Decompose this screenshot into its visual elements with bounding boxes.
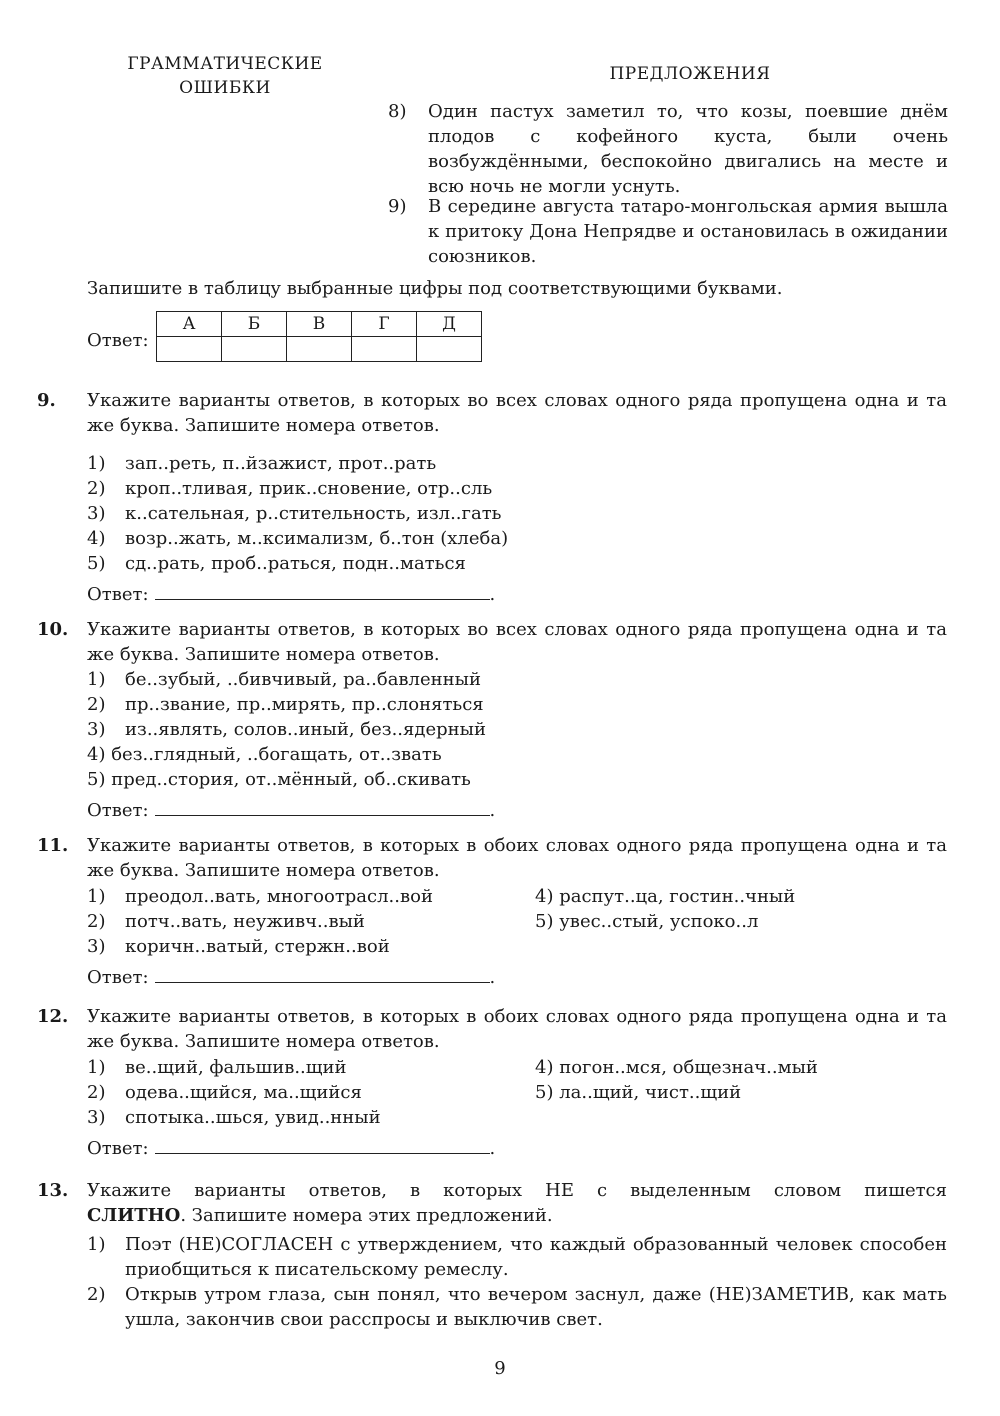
- option-text: ла..щий, чист..щий: [559, 1082, 742, 1103]
- task-12-option-1: [87, 1055, 347, 1080]
- option-text: увес..стый, успоко..л: [559, 911, 759, 932]
- header-sentences: ПРЕДЛОЖЕНИЯ: [609, 64, 771, 84]
- task-9-text: Укажите варианты ответов, в которых во всех словах одного ряда пропущена одна и та же буква. Запишите номера ответов.: [87, 390, 947, 436]
- answer-blank[interactable]: [155, 582, 490, 600]
- option-text: пред..стория, от..мённый, об..скивать: [111, 769, 471, 790]
- task-12-answer: Ответ: .: [87, 1138, 496, 1159]
- task-9-option-1: [87, 451, 436, 476]
- option-text: спотыка..шься, увид..нный: [125, 1107, 381, 1128]
- option-num: 4): [535, 886, 554, 907]
- option-num: 2): [87, 1284, 106, 1305]
- task-12-option-4: [535, 1055, 818, 1080]
- option-text: сд..рать, проб..раться, подн..маться: [125, 553, 466, 574]
- task-11-number: 11.: [37, 835, 69, 856]
- task-10-option-1: [87, 667, 481, 692]
- option-num: 5): [535, 911, 554, 932]
- option-num: 1): [87, 1057, 106, 1078]
- option-num: 5): [87, 553, 106, 574]
- task-11-option-5: [535, 909, 758, 934]
- option-text: бе..зубый, ..бивчивый, ра..бавленный: [125, 669, 481, 690]
- task-13-text-line2: [87, 1203, 947, 1228]
- task-13-text: [87, 1178, 947, 1228]
- answer-table-input-row: [157, 337, 482, 362]
- task-13-option-1: [87, 1232, 947, 1282]
- option-text: пр..звание, пр..мирять, пр..слоняться: [125, 694, 484, 715]
- task-9-option-4: [87, 526, 508, 551]
- option-text: кроп..тливая, прик..сновение, отр..сль: [125, 478, 493, 499]
- answer-table-letter: Д: [417, 312, 482, 337]
- sentence-9-num: 9): [388, 196, 407, 217]
- option-num: 1): [87, 886, 106, 907]
- option-num: 2): [87, 1082, 106, 1103]
- option-text: из..являть, солов..иный, без..ядерный: [125, 719, 486, 740]
- task-13-number: 13.: [37, 1180, 69, 1201]
- answer-table-letter: В: [287, 312, 352, 337]
- sentence-8-num: 8): [388, 101, 407, 122]
- answer-cell[interactable]: [417, 337, 482, 362]
- option-num: 1): [87, 1234, 106, 1255]
- answer-cell[interactable]: [157, 337, 222, 362]
- answer-table-label: Ответ:: [87, 330, 149, 351]
- option-num: 2): [87, 911, 106, 932]
- option-text: без..глядный, ..богащать, от..звать: [111, 744, 442, 765]
- answer-blank[interactable]: [155, 965, 490, 983]
- option-num: 4): [87, 528, 106, 549]
- header-left-line2: ОШИБКИ: [179, 78, 271, 98]
- option-text: потч..вать, неуживч..вый: [125, 911, 365, 932]
- answer-cell[interactable]: [352, 337, 417, 362]
- task-11-option-4: [535, 884, 795, 909]
- task-10-option-4: [87, 742, 442, 767]
- option-text: распут..ца, гостин..чный: [559, 886, 796, 907]
- answer-blank[interactable]: [155, 1136, 490, 1154]
- task-10-text: Укажите варианты ответов, в которых во всех словах одного ряда пропущена одна и та же буква. Запишите номера ответов.: [87, 619, 947, 665]
- task-10-option-3: [87, 717, 486, 742]
- option-num: 4): [535, 1057, 554, 1078]
- task-12-number: 12.: [37, 1006, 69, 1027]
- option-num: 3): [87, 936, 106, 957]
- task-11-option-3: [87, 934, 390, 959]
- answer-label: Ответ:: [87, 967, 149, 988]
- task-9-number: 9.: [37, 390, 56, 411]
- task-12-text: Укажите варианты ответов, в которых в обоих словах одного ряда пропущена одна и та же буква. Запишите номера ответов.: [87, 1006, 947, 1052]
- table-instruction: Запишите в таблицу выбранные цифры под соответствующими буквами.: [87, 278, 783, 299]
- task-11-option-1: [87, 884, 433, 909]
- sentence-8-text: Один пастух заметил то, что козы, поевшие днём плодов с кофейного куста, были очень возбуждёнными, беспокойно двигались на месте и всю ночь не могли уснуть.: [428, 101, 948, 197]
- answer-table-letter: А: [157, 312, 222, 337]
- answer-label: Ответ:: [87, 800, 149, 821]
- sentence-8: [388, 99, 948, 199]
- option-text: погон..мся, общезнач..мый: [559, 1057, 818, 1078]
- sentence-9: [388, 194, 948, 269]
- task-11-answer: Ответ: .: [87, 967, 496, 988]
- page-number: 9: [494, 1358, 506, 1379]
- option-text: преодол..вать, многоотрасл..вой: [125, 886, 433, 907]
- task-10-option-2: [87, 692, 484, 717]
- task-10-number: 10.: [37, 619, 69, 640]
- task-10-option-5: [87, 767, 471, 792]
- task-9-option-5: [87, 551, 466, 576]
- option-num: 2): [87, 478, 106, 499]
- header-grammar-errors: [105, 52, 345, 100]
- option-num: 1): [87, 669, 106, 690]
- task-13-option-2: [87, 1282, 947, 1332]
- answer-table-letter: Г: [352, 312, 417, 337]
- option-text: к..сательная, р..стительность, изл..гать: [125, 503, 502, 524]
- option-text: зап..реть, п..йзажист, прот..рать: [125, 453, 437, 474]
- option-num: 3): [87, 719, 106, 740]
- option-text: одева..щийся, ма..щийся: [125, 1082, 362, 1103]
- task-11-option-2: [87, 909, 365, 934]
- task-13-text-tail: . Запишите номера этих предложений.: [180, 1205, 553, 1226]
- option-text: Поэт (НЕ)СОГЛАСЕН с утверждением, что каждый образованный человек способен приобщиться к писательскому ремеслу.: [125, 1234, 947, 1280]
- task-10-answer: Ответ: .: [87, 800, 496, 821]
- task-12-option-5: [535, 1080, 741, 1105]
- answer-table-letter: Б: [222, 312, 287, 337]
- option-text: ве..щий, фальшив..щий: [125, 1057, 347, 1078]
- task-13-emphasis: СЛИТНО: [87, 1205, 181, 1226]
- answer-label: Ответ:: [87, 1138, 149, 1159]
- task-9-option-2: [87, 476, 492, 501]
- task-12-option-2: [87, 1080, 362, 1105]
- task-13-text-line1: Укажите варианты ответов, в которых НЕ с выделенным словом пишется: [87, 1180, 947, 1201]
- answer-cell[interactable]: [222, 337, 287, 362]
- option-num: 5): [535, 1082, 554, 1103]
- answer-label: Ответ:: [87, 584, 149, 605]
- option-num: 1): [87, 453, 106, 474]
- option-text: коричн..ватый, стержн..вой: [125, 936, 390, 957]
- option-text: возр..жать, м..ксимализм, б..тон (хлеба): [125, 528, 509, 549]
- option-num: 5): [87, 769, 106, 790]
- answer-table-header-row: [157, 312, 482, 337]
- option-num: 4): [87, 744, 106, 765]
- option-num: 2): [87, 694, 106, 715]
- option-text: Открыв утром глаза, сын понял, что вечером заснул, даже (НЕ)ЗАМЕТИВ, как мать ушла, закончив свои расспросы и выключив свет.: [125, 1284, 947, 1330]
- task-12-option-3: [87, 1105, 381, 1130]
- sentence-9-text: В середине августа татаро-монгольская армия вышла к притоку Дона Непрядве и остановилась в ожидании союзников.: [428, 196, 948, 267]
- answer-cell[interactable]: [287, 337, 352, 362]
- task-9-option-3: [87, 501, 501, 526]
- task-9-answer: Ответ: .: [87, 584, 496, 605]
- task-11-text: Укажите варианты ответов, в которых в обоих словах одного ряда пропущена одна и та же буква. Запишите номера ответов.: [87, 835, 947, 881]
- header-left-line1: ГРАММАТИЧЕСКИЕ: [127, 54, 323, 74]
- answer-table: [156, 311, 482, 362]
- option-num: 3): [87, 503, 106, 524]
- option-num: 3): [87, 1107, 106, 1128]
- answer-blank[interactable]: [155, 798, 490, 816]
